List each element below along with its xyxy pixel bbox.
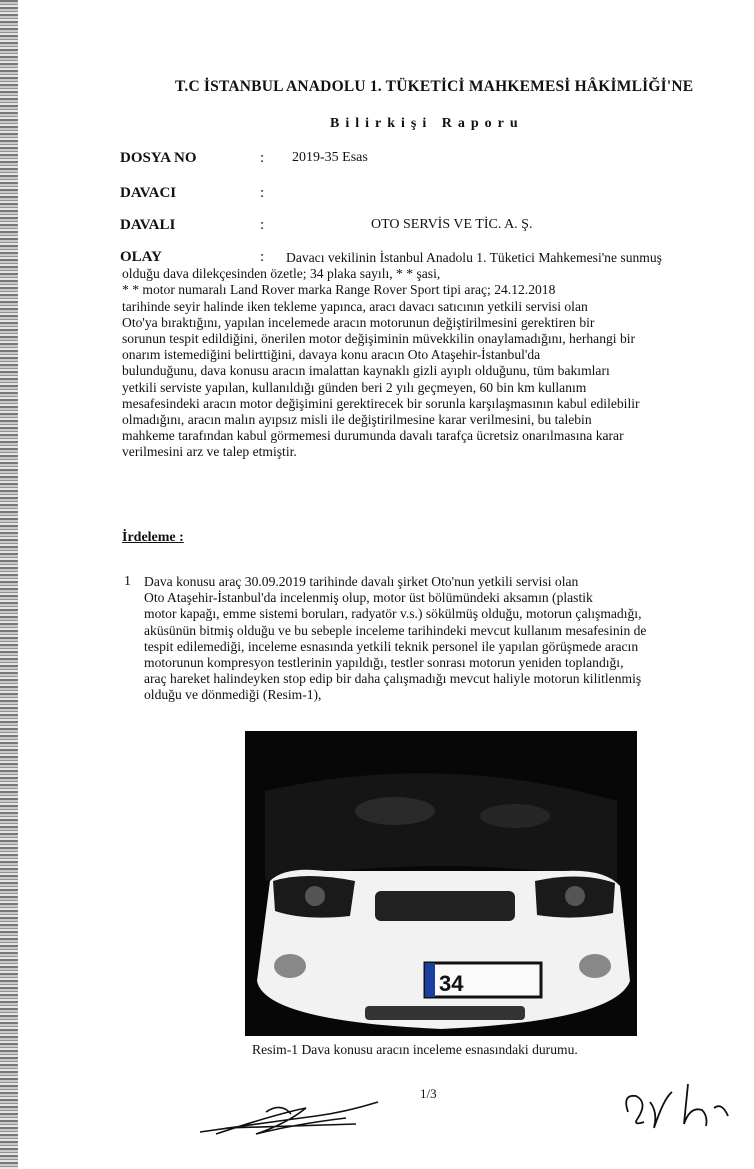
- olay-line: * * motor numaralı Land Rover marka Range Rover Sport tipi araç; 24.12.2018: [122, 282, 556, 298]
- irdeleme-line: Dava konusu araç 30.09.2019 tarihinde davalı şirket Oto'nun yetkili servisi olan: [144, 574, 579, 589]
- olay-line: yetkili serviste yapılan, kullanıldığı günden beri 2 yılı geçmeyen, 60 bin km kullanım: [122, 379, 587, 395]
- signature-right: [618, 1072, 742, 1142]
- car-photo: [245, 731, 637, 1036]
- olay-line: onarım istemediğini belirttiğini, davaya konu aracın Oto Ataşehir-İstanbul'da: [122, 347, 541, 363]
- irdeleme-line: Oto Ataşehir-İstanbul'da incelenmiş olup, motor üst bölümündeki aksamın (plastik: [144, 590, 593, 606]
- olay-line: Davacı vekilinin İstanbul Anadolu 1. Tüketici Mahkemesi'ne sunmuş: [286, 250, 662, 265]
- court-title: T.C İSTANBUL ANADOLU 1. TÜKETİCİ MAHKEMESİ HÂKİMLİĞİ'NE: [175, 78, 694, 95]
- olay-colon: :: [260, 249, 265, 265]
- car-front-image: [245, 731, 637, 1036]
- olay-line: sorunun tespit edildiğini, önerilen motor değişiminin müvekkilin onaylamadığını, herhangi bir: [122, 331, 636, 347]
- olay-label: OLAY: [120, 249, 162, 265]
- davali-label: DAVALI: [120, 217, 176, 233]
- davaci-label: DAVACI: [120, 185, 177, 201]
- item-number: 1: [124, 574, 131, 589]
- irdeleme-line: motor kapağı, emme sistemi boruları, radyatör v.s.) sökülmüş olduğu, motorun çalışmadığı,: [144, 606, 642, 622]
- olay-line: verilmesini arz ve talep etmiştir.: [122, 444, 297, 460]
- irdeleme-line: tespit edilemediği, inceleme esnasında yetkili teknik personel ile yapılan görüşmede aracın: [144, 638, 639, 654]
- olay-line: mahkeme tarafından kabul görmemesi durumunda davalı tarafça ücretsiz onarılmasına karar: [122, 428, 624, 444]
- irdeleme-line: olduğu ve dönmediği (Resim-1),: [144, 687, 322, 703]
- dosya-value: 2019-35 Esas: [292, 150, 368, 165]
- davali-value: OTO SERVİS VE TİC. A. Ş.: [371, 217, 533, 232]
- olay-line: olduğu dava dilekçesinden özetle; 34 plaka sayılı, * * şasi,: [122, 266, 441, 282]
- irdeleme-line: araç hareket halindeyken stop edip bir daha çalışmadığı mevcut haliyle motorun kilitlenmiş: [144, 671, 642, 687]
- irdeleme-line: motorunun kompresyon testlerinin yapıldığı, testler sonrası motorun yeniden toplandığı,: [144, 655, 624, 671]
- page-number: 1/3: [420, 1086, 437, 1101]
- irdeleme-line: aküsünün bitmiş olduğu ve bu sebeple inceleme tarihindeki mevcut kullanım mesafesinin de: [144, 622, 647, 638]
- irdeleme-paragraph: [144, 574, 750, 704]
- irdeleme-title: İrdeleme :: [122, 530, 184, 545]
- olay-line: tarihinde seyir halinde iken tekleme yapınca, aracı davacı satıcının yetkili servisi olan: [122, 298, 588, 314]
- olay-paragraph: [122, 250, 750, 461]
- davali-colon: :: [260, 217, 265, 233]
- olay-line: mesafesindeki aracın motor değişimini gerektirecek bir sorunla karşılaşmasının kabul edilebilir: [122, 395, 640, 411]
- report-title: Bilirkişi Raporu: [330, 116, 524, 131]
- olay-line: bulunduğunu, dava konusu aracın imalattan kaynaklı gizli ayıplı olduğunu, tüm bakımları: [122, 363, 610, 379]
- photo-caption: Resim-1 Dava konusu aracın inceleme esnasındaki durumu.: [252, 1042, 578, 1057]
- scan-edge: [0, 0, 18, 1169]
- dosya-colon: :: [260, 150, 265, 166]
- olay-line: Oto'ya bıraktığını, yapılan incelemede aracın motorunun değiştirilmesini gerektiren bir: [122, 314, 595, 330]
- davaci-colon: :: [260, 185, 265, 201]
- dosya-label: DOSYA NO: [120, 150, 197, 166]
- signature-left: [196, 1094, 382, 1140]
- olay-line: olmadığını, aracın malın ayıpsız misli ile değiştirilmesine karar verilmesini, bu talebin: [122, 412, 592, 428]
- plate-text: 34: [439, 971, 464, 996]
